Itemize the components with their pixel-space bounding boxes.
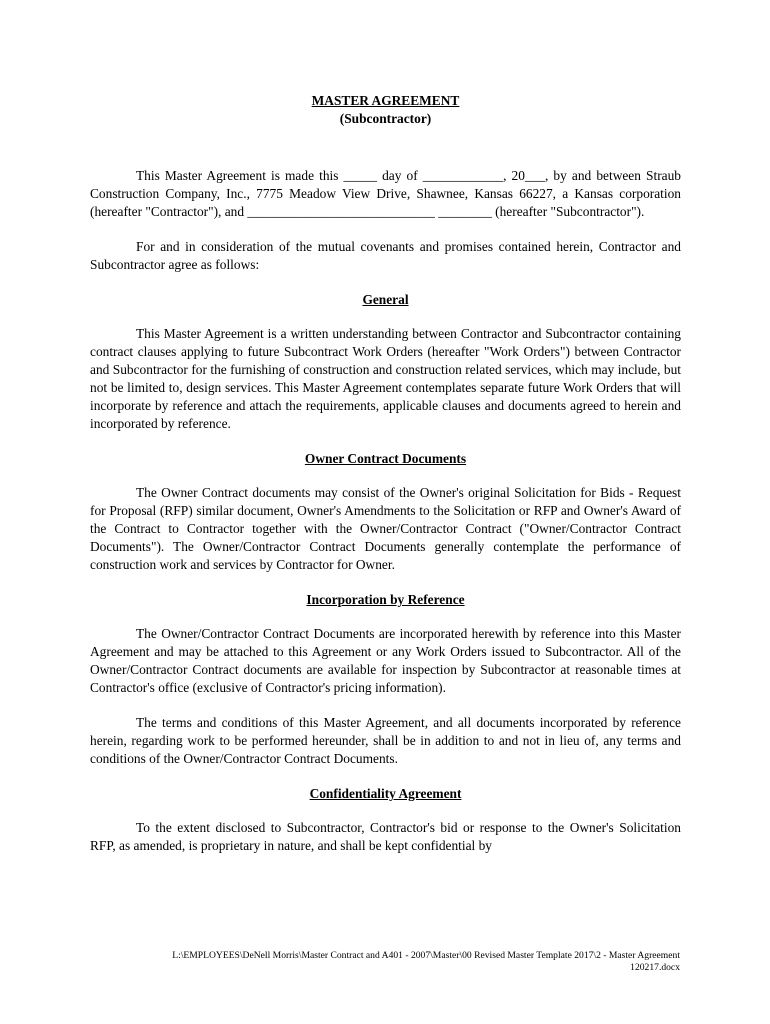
intro-paragraph: For and in consideration of the mutual covenants and promises contained herein, Contractor and Subcontractor agree as follows: xyxy=(90,239,681,272)
section-heading-general: General xyxy=(362,292,409,307)
section-paragraph: The Owner/Contractor Contract Documents are incorporated herewith by reference into this Master Agreement and may be attached to this Agreement or any Work Orders issued to Subcontractor. All of the Owner/Contractor Contract documents are available for inspection by Subcontractor at reasonable times at Contractor's office (exclusive of Contractor's pricing information). xyxy=(90,626,681,695)
section-paragraph: The terms and conditions of this Master Agreement, and all documents incorporated by reference herein, regarding work to be performed hereunder, shall be in addition to and not in lieu of, any terms and conditions of the Owner/Contractor Contract Documents. xyxy=(90,715,681,766)
section-heading-owner-contract-documents: Owner Contract Documents xyxy=(304,451,467,466)
section-paragraph: The Owner Contract documents may consist of the Owner's original Solicitation for Bids - Request for Proposal (RFP) similar document, Owner's Amendments to the Solicitation or RFP and Owner's Award of the Contract to Contractor together with the Owner/Contractor Contract ("Owner/Contractor Contract Documents"). The Owner/Contractor Contract Documents generally contemplate the performance of construction work and services by Contractor for Owner. xyxy=(90,485,681,572)
document-subtitle: (Subcontractor) xyxy=(339,111,432,126)
document-title: MASTER AGREEMENT xyxy=(311,93,460,108)
intro-paragraph: This Master Agreement is made this _____ day of ____________, 20___, by and between Straub Construction Company, Inc., 7775 Meadow View Drive, Shawnee, Kansas 66227, a Kansas corporation (hereafter "Contractor"), and ____________________________ ________ (hereafter "Subcontractor"). xyxy=(90,168,681,219)
section-heading-confidentiality-agreement: Confidentiality Agreement xyxy=(309,786,462,801)
footer-file-name: 120217.docx xyxy=(630,962,680,973)
section-paragraph: This Master Agreement is a written understanding between Contractor and Subcontractor containing contract clauses applying to future Subcontract Work Orders (hereafter "Work Orders") between Contractor and Subcontractor for the furnishing of construction and construction related services, which may include, but not be limited to, design services. This Master Agreement contemplates separate future Work Orders that will incorporate by reference and attach the requirements, applicable clauses and documents agreed to herein and incorporated by reference. xyxy=(90,326,681,431)
page-footer xyxy=(80,950,680,974)
section-paragraph: To the extent disclosed to Subcontractor, Contractor's bid or response to the Owner's Solicitation RFP, as amended, is proprietary in nature, and shall be kept confidential by xyxy=(90,820,681,853)
footer-file-path: L:\EMPLOYEES\DeNell Morris\Master Contract and A401 - 2007\Master\00 Revised Master Template 2017\2 - Master Agreement xyxy=(172,950,680,961)
section-heading-incorporation-by-reference: Incorporation by Reference xyxy=(306,592,465,607)
document-body xyxy=(90,92,681,855)
